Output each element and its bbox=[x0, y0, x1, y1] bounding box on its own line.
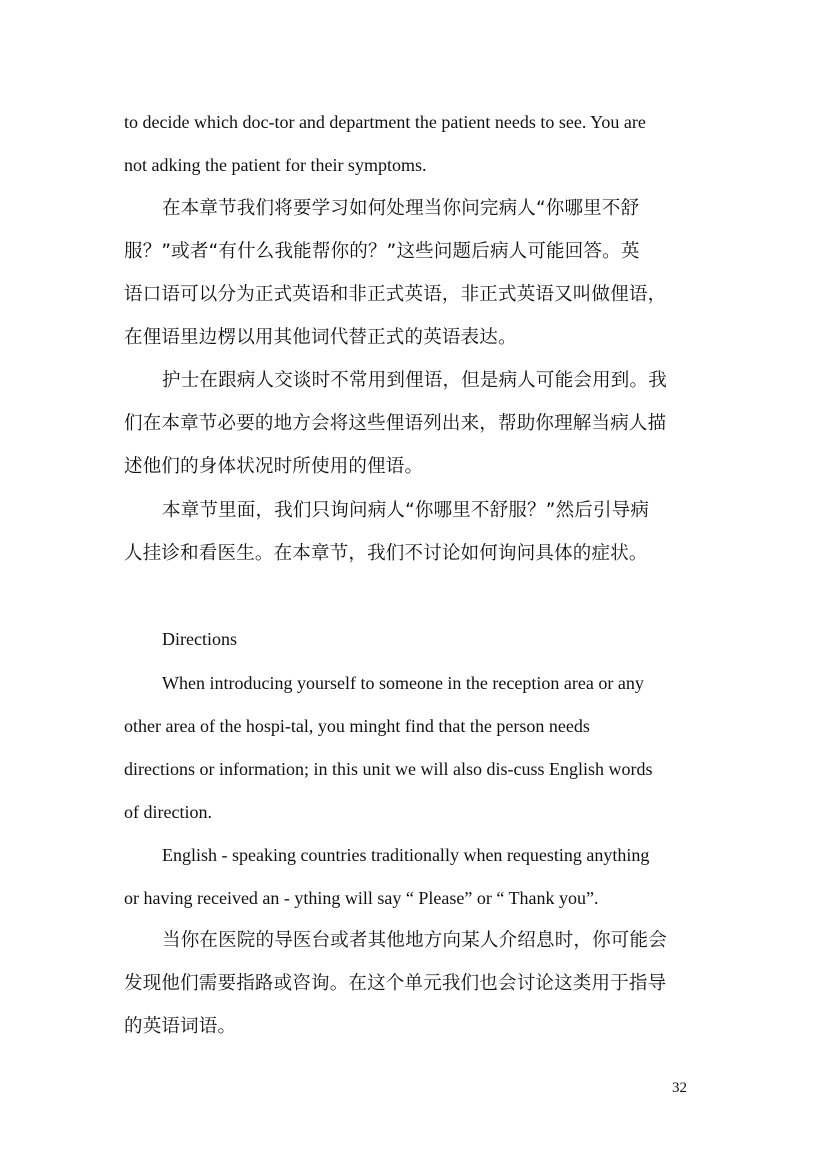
page-number: 32 bbox=[672, 1080, 687, 1096]
text-line: or having received an - ything will say “ Please” or “ Thank you”. bbox=[124, 888, 599, 908]
text-line: 在本章节我们将要学习如何处理当你问完病人“你哪里不舒 bbox=[162, 198, 640, 219]
text-line: 服？”或者“有什么我能帮你的？”这些问题后病人可能回答。英 bbox=[124, 241, 640, 262]
text-line: 本章节里面，我们只询问病人“你哪里不舒服？”然后引导病 bbox=[162, 500, 650, 521]
text-line: of direction. bbox=[124, 802, 212, 822]
text-line: directions or information; in this unit we will also dis-cuss English words bbox=[124, 759, 653, 779]
text-line: 语口语可以分为正式英语和非正式英语，非正式英语又叫做俚语， bbox=[124, 284, 667, 305]
text-line: 发现他们需要指路或咨询。在这个单元我们也会讨论这类用于指导 bbox=[124, 973, 667, 994]
text-line: 人挂诊和看医生。在本章节，我们不讨论如何询问具体的症状。 bbox=[124, 543, 648, 564]
text-line: 护士在跟病人交谈时不常用到俚语，但是病人可能会用到。我 bbox=[162, 370, 667, 391]
text-line: 的英语词语。 bbox=[124, 1016, 237, 1037]
text-line: 们在本章节必要的地方会将这些俚语列出来，帮助你理解当病人描 bbox=[124, 413, 667, 434]
text-line: not adking the patient for their symptoms. bbox=[124, 155, 427, 175]
text-line: 在俚语里边楞以用其他词代替正式的英语表达。 bbox=[124, 327, 517, 348]
text-line: other area of the hospi-tal, you minght find that the person needs bbox=[124, 716, 590, 736]
text-line: 述他们的身体状况时所使用的俚语。 bbox=[124, 456, 424, 477]
text-line: 当你在医院的导医台或者其他地方向某人介绍息时，你可能会 bbox=[162, 930, 667, 951]
text-line: to decide which doc-tor and department the patient needs to see. You are bbox=[124, 112, 646, 132]
text-line: When introducing yourself to someone in the reception area or any bbox=[162, 673, 644, 693]
heading-text: Directions bbox=[162, 629, 237, 649]
text-line: English - speaking countries traditionally when requesting anything bbox=[162, 845, 650, 865]
